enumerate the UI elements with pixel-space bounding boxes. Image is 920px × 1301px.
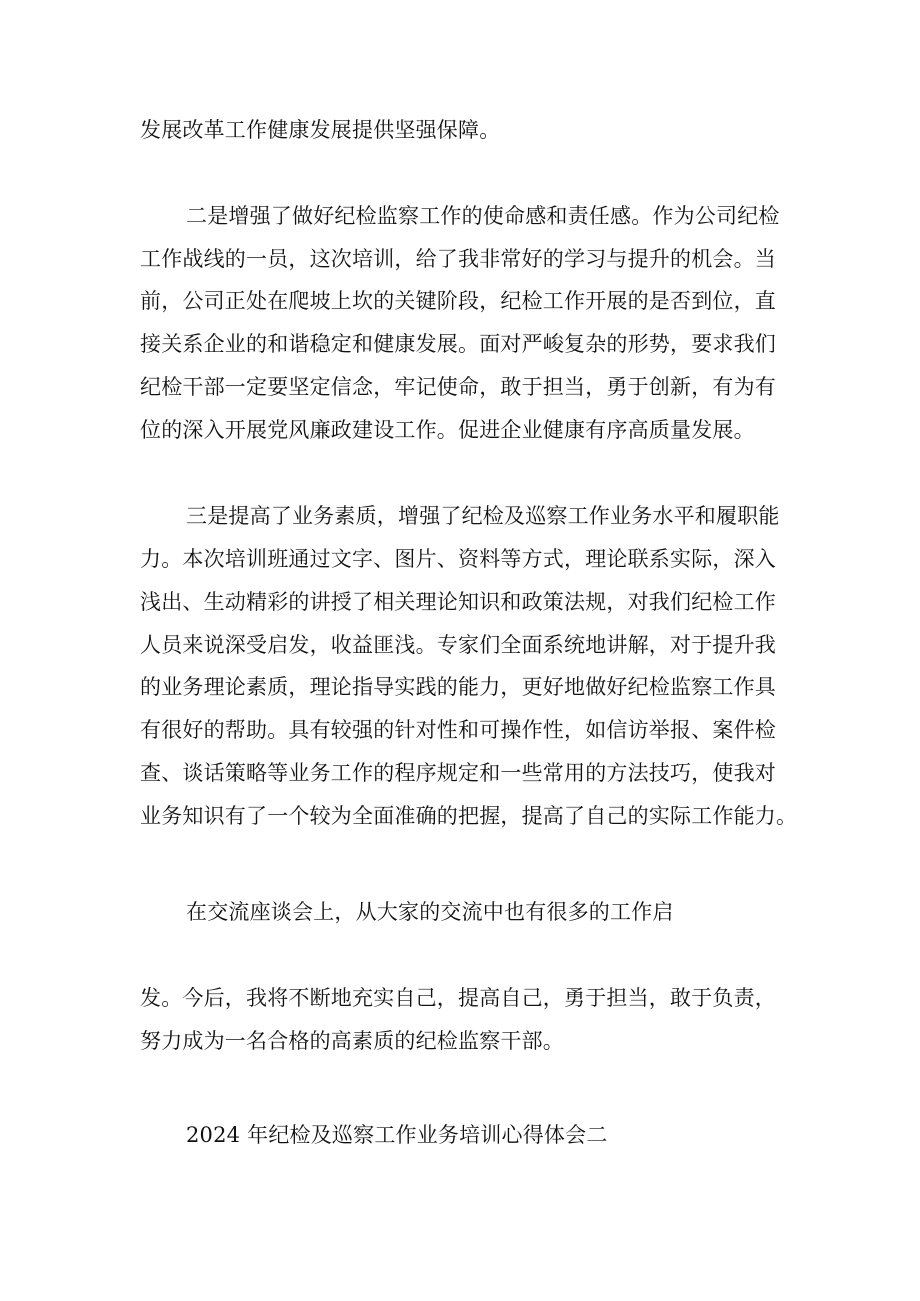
text-line: 工作战线的一员，这次培训，给了我非常好的学习与提升的机会。当 [140,247,776,271]
text-line: 接关系企业的和谐稳定和健康发展。面对严峻复杂的形势，要求我们 [140,332,776,356]
text-line: 查、谈话策略等业务工作的程序规定和一些常用的方法技巧，使我对 [140,761,776,785]
text-line: 有很好的帮助。具有较强的针对性和可操作性，如信访举报、案件检 [140,718,776,742]
text-line: 浅出、生动精彩的讲授了相关理论知识和政策法规，对我们纪检工作 [140,590,776,614]
section-heading: 2024 年纪检及巡察工作业务培训心得体会二 [186,1123,608,1147]
text-line: 前，公司正处在爬坡上坎的关键阶段，纪检工作开展的是否到位，直 [140,289,776,313]
text-line: 努力成为一名合格的高素质的纪检监察干部。 [140,1029,564,1053]
text-line: 位的深入开展党风廉政建设工作。促进企业健康有序高质量发展。 [140,418,755,442]
text-line: 在交流座谈会上，从大家的交流中也有很多的工作启 [186,900,674,924]
text-line: 人员来说深受启发，收益匪浅。专家们全面系统地讲解，对于提升我 [140,633,776,657]
text-line: 发。今后，我将不断地充实自己，提高自己，勇于担当，敢于负责， [140,986,776,1010]
text-line: 业务知识有了一个较为全面准确的把握，提高了自己的实际工作能力。 [140,804,798,828]
text-line: 的业务理论素质，理论指导实践的能力，更好地做好纪检监察工作具 [140,675,776,699]
text-line: 发展改革工作健康发展提供坚强保障。 [140,118,501,142]
text-line: 二是增强了做好纪检监察工作的使命感和责任感。作为公司纪检 [186,204,780,228]
text-line: 力。本次培训班通过文字、图片、资料等方式，理论联系实际，深入 [140,547,776,571]
text-line: 三是提高了业务素质，增强了纪检及巡察工作业务水平和履职能 [186,504,780,528]
text-line: 纪检干部一定要坚定信念，牢记使命，敢于担当，勇于创新，有为有 [140,375,776,399]
